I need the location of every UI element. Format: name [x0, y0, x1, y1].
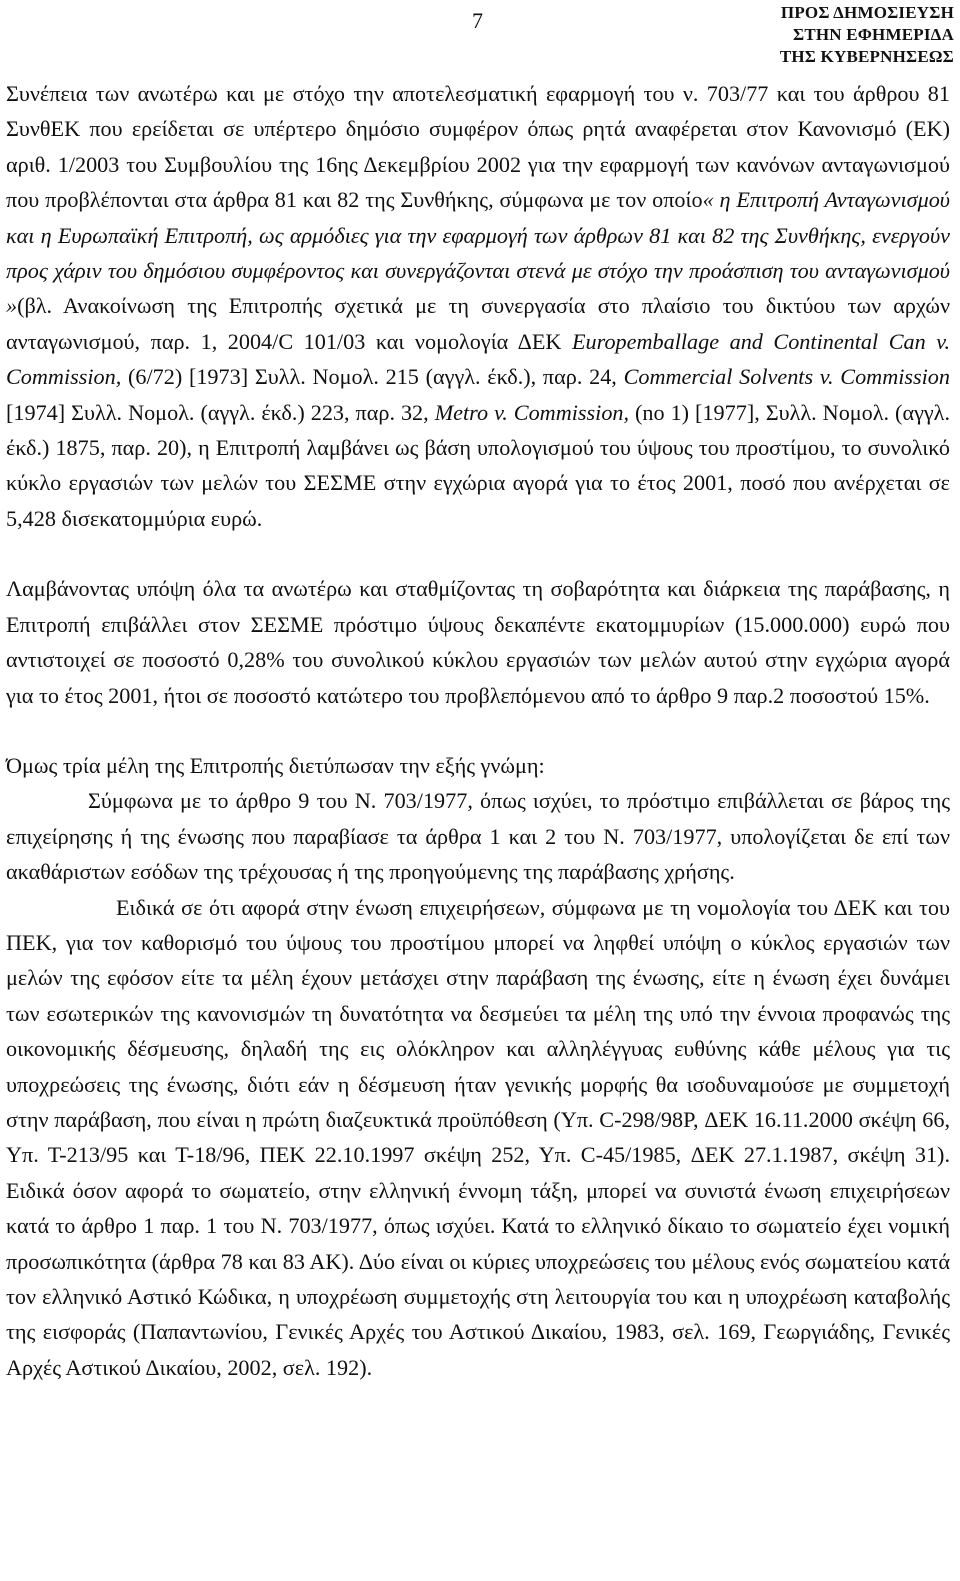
stamp-line-3: ΤΗΣ ΚΥΒΕΡΝΗΣΕΩΣ: [779, 47, 954, 66]
paragraph-1-text-c: (βλ. Ανακοίνωση της Επιτροπής σχετικά με τη συνεργασία στο πλαίσιο του δικτύου των αρχών ανταγωνισμού, παρ. 1, 2004/C 101/03 και νομολογία ΔΕΚ: [6, 293, 950, 354]
case-citation-europemballage: Europemballage and Continental Can v. Commission,: [6, 328, 950, 390]
stamp-line-2: ΣΤΗΝ ΕΦΗΜΕΡΙΔΑ: [793, 25, 954, 44]
publication-stamp: [780, 2, 954, 68]
case-citation-commercial-solvents: Commercial Solvents v. Commission: [623, 364, 950, 390]
paragraph-minority-intro: Όμως τρία μέλη της Επιτροπής διετύπωσαν την εξής γνώμη:: [6, 752, 545, 778]
document-body: [6, 76, 950, 1385]
stamp-line-1: ΠΡΟΣ ΔΗΜΟΣΙΕΥΣΗ: [780, 3, 954, 22]
paragraph-1-quote: « η Επιτροπή Ανταγωνισμού και η Ευρωπαϊκή Επιτροπή, ως αρμόδιες για την εφαρμογή των άρθρων 81 και 82 της Συνθήκης, ενεργούν προς χάριν του δημόσιου συμφέροντος και συνεργάζονται στενά με στόχο την προάσπιση του ανταγωνισμού »: [6, 187, 950, 319]
paragraph-fine-decision: Λαμβάνοντας υπόψη όλα τα ανωτέρω και σταθμίζοντας τη σοβαρότητα και διάρκεια της παράβασης, η Επιτροπή επιβάλλει στον ΣΕΣΜΕ πρόστιμο ύψους δεκαπέντε εκατομμυρίων (15.000.000) ευρώ που αντιστοιχεί σε ποσοστό 0,28% του συνολικού κύκλου εργασιών των μελών αυτού στην εγχώρια αγορά για το έτος 2001, ήτοι σε ποσοστό κατώτερο του προβλεπόμενου από το άρθρο 9 παρ.2 ποσοστού 15%.: [6, 576, 950, 708]
paragraph-association-liability: Ειδικά σε ότι αφορά στην ένωση επιχειρήσεων, σύμφωνα με τη νομολογία του ΔΕΚ και του ΠΕΚ, για τον καθορισμό του ύψους του προστίμου μπορεί να ληφθεί υπόψη ο κύκλος εργασιών των μελών της εφόσον είτε τα μέλη έχουν μετάσχει στην παράβαση της ένωσης, είτε η ένωση έχει δυνάμει των εσωτερικών της κανονισμών τη δυνατότητα να δεσμεύει τα μέλη της υπό την έννοια προφανώς της οικονομικής δέσμευσης, δηλαδή της εις ολόκληρον και αλληλέγγυας ευθύνης κάθε μέλους για τις υποχρεώσεις της ένωσης, διότι εάν η δέσμευση ήταν γενικής μορφής θα ισοδυναμούσε με συμμετοχή στην παράβαση, που είναι η πρώτη διαζευκτικά προϋπόθεση (Υπ. C-298/98P, ΔΕΚ 16.11.2000 σκέψη 66, Υπ. Τ-213/95 και Τ-18/96, ΠΕΚ 22.10.1997 σκέψη 252, Υπ. C-45/1985, ΔΕΚ 27.1.1987, σκέψη 31). Ειδικά όσον αφορά το σωματείο, στην ελληνική έννομη τάξη, μπορεί να συνιστά ένωση επιχειρήσεων κατά το άρθρο 1 παρ. 1 του Ν. 703/1977, όπως ισχύει. Κατά το ελληνικό δίκαιο το σωματείο έχει νομική προσωπικότητα (άρθρα 78 και 83 ΑΚ). Δύο είναι οι κύριες υποχρεώσεις του μέλους ενός σωματείου κατά τον ελληνικό Αστικό Κώδικα, η υποχρέωση συμμετοχής στη λειτουργία του και η υποχρέωση καταβολής της εισφοράς (Παπαντωνίου, Γενικές Αρχές του Αστικού Δικαίου, 1983, σελ. 169, Γεωργιάδης, Γενικές Αρχές Αστικού Δικαίου, 2002, σελ. 192).: [6, 894, 950, 1380]
paragraph-1-text-i: (no 1) [1977], Συλλ. Νομολ. (αγγλ. έκδ.) 1875, παρ. 20), η Επιτροπή λαμβάνει ως βάση υπολογισμού του ύψους του προστίμου, το συνολικό κύκλο εργασιών των μελών του ΣΕΣΜΕ στην εγχώρια αγορά για το έτος 2001, ποσό που ανέρχεται σε 5,428 δισεκατομμύρια ευρώ.: [6, 399, 950, 531]
paragraph-penalty-basis: [6, 76, 950, 536]
paragraph-1-text-g: [1974] Συλλ. Νομολ. (αγγλ. έκδ.) 223, παρ. 32,: [6, 399, 435, 425]
paragraph-1-text-e: (6/72) [1973] Συλλ. Νομολ. 215 (αγγλ. έκδ.), παρ. 24,: [121, 364, 624, 390]
paragraph-1-text-a: Συνέπεια των ανωτέρω και με στόχο την αποτελεσματική εφαρμογή του ν. 703/77 και του άρθρου 81 ΣυνθΕΚ που ερείδεται σε υπέρτερο δημόσιο συμφέρον όπως ρητά αναφέρεται στον Κανονισμό (ΕΚ) αριθ. 1/2003 του Συμβουλίου της 16ης Δεκεμβρίου 2002 για την εφαρμογή των κανόνων ανταγωνισμού που προβλέπονται στα άρθρα 81 και 82 της Συνθήκης, σύμφωνα με τον οποίο: [6, 81, 950, 213]
page-number: 7: [472, 8, 483, 33]
case-citation-metro: Metro v. Commission,: [434, 399, 630, 425]
paragraph-minority-opinion: Σύμφωνα με το άρθρο 9 του Ν. 703/1977, όπως ισχύει, το πρόστιμο επιβάλλεται σε βάρος της επιχείρησης ή της ένωσης που παραβίασε τα άρθρα 1 και 2 του Ν. 703/1977, υπολογίζεται δε επί των ακαθάριστων εσόδων της τρέχουσας ή της προηγούμενης της παράβασης χρήσης.: [6, 788, 950, 885]
